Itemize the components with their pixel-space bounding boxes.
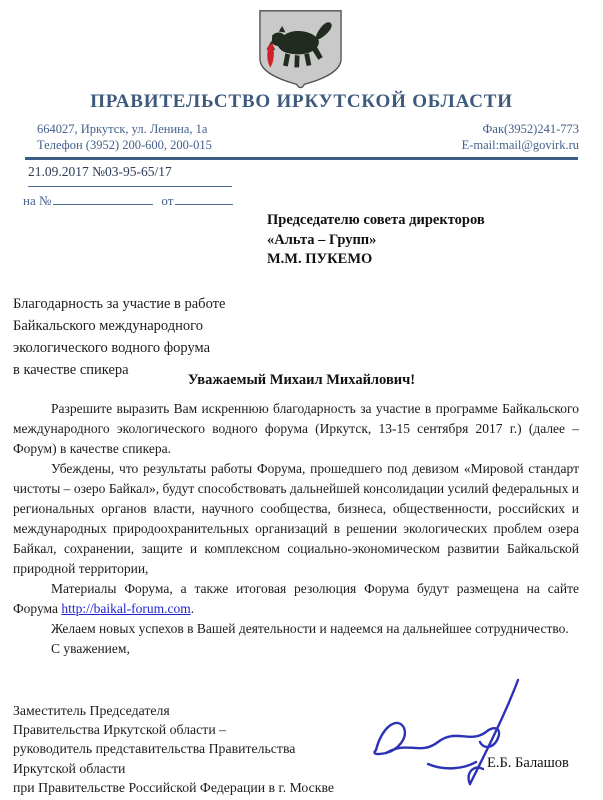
signer-position-line: при Правительстве Российской Федерации в г. Москве	[13, 779, 335, 795]
recipient-name: М.М. ПУКЕМО	[267, 251, 373, 267]
forum-website-link[interactable]: http://baikal-forum.com	[61, 601, 191, 616]
body-paragraph-3	[13, 579, 579, 619]
in-reply-label: на №	[23, 193, 52, 208]
outgoing-number-underline	[28, 186, 232, 187]
subject-line: Байкальского международного	[13, 318, 203, 334]
subject-block	[13, 293, 225, 381]
signer-position-block	[13, 701, 334, 797]
signer-position-line: руководитель представительства Правительства	[13, 741, 296, 757]
coat-of-arms-irkutsk-babr-icon	[252, 8, 349, 91]
signer-position-line: Правительства Иркутской области –	[13, 722, 227, 738]
letterhead-contact	[462, 121, 579, 153]
email-line: E-mail:mail@govirk.ru	[461, 138, 579, 152]
handwritten-signature	[366, 676, 594, 790]
body-paragraph-4: Желаем новых успехов в Вашей деятельности и надеемся на дальнейшее сотрудничество.	[51, 621, 569, 636]
signer-position-line: Иркутской области	[13, 760, 126, 776]
subject-line: экологического водного форума	[13, 340, 211, 356]
address-line: 664027, Иркутск, ул. Ленина, 1а	[37, 122, 208, 136]
closing-phrase: С уважением,	[51, 641, 130, 656]
letterhead-divider	[25, 157, 578, 160]
reply-reference-row	[23, 192, 233, 209]
from-label: от	[161, 193, 174, 208]
letter-body	[13, 399, 579, 659]
body-paragraph-3-period: .	[190, 601, 195, 616]
recipient-position: Председателю совета директоров	[267, 212, 485, 228]
body-paragraph-1: Разрешите выразить Вам искреннюю благодарность за участие в программе Байкальского международного экологического водного форума (Иркутск, 13-15 сентября 2017 г.) (далее – Форум) в качестве спикера.	[13, 401, 579, 456]
recipient-block	[267, 211, 485, 270]
body-paragraph-2: Убеждены, что результаты работы Форума, прошедшего под девизом «Мировой стандарт чистоты – озеро Байкал», будут способствовать дальнейшей консолидации усилий федеральных и региональных органов власти, научного сообщества, бизнеса, общественности, российских и международных природоохранительных организаций в решении экологических проблем озера Байкал, сохранении, защите и комплексном социально-экономическом развитии Байкальской природной территории,	[13, 461, 579, 576]
from-blank-line	[175, 192, 233, 205]
in-reply-blank-line	[53, 192, 153, 205]
subject-line: в качестве спикера	[13, 362, 129, 378]
body-paragraph-3-text: Материалы Форума, а также итоговая резолюция Форума будут размещена на сайте Форума	[13, 581, 579, 616]
org-title: ПРАВИТЕЛЬСТВО ИРКУТСКОЙ ОБЛАСТИ	[90, 91, 513, 112]
signer-position-line: Заместитель Председателя	[13, 703, 170, 718]
salutation: Уважаемый Михаил Михайлович!	[187, 372, 416, 388]
signer-name: Е.Б. Балашов	[487, 755, 569, 771]
fax-line: Фак(3952)241-773	[482, 122, 579, 136]
subject-line: Благодарность за участие в работе	[13, 296, 226, 312]
letterhead-address	[37, 121, 212, 153]
phone-line: Телефон (3952) 200-600, 200-015	[37, 138, 212, 152]
recipient-company: «Альта – Групп»	[267, 231, 377, 248]
outgoing-number: 21.09.2017 №03-95-65/17	[28, 164, 172, 179]
